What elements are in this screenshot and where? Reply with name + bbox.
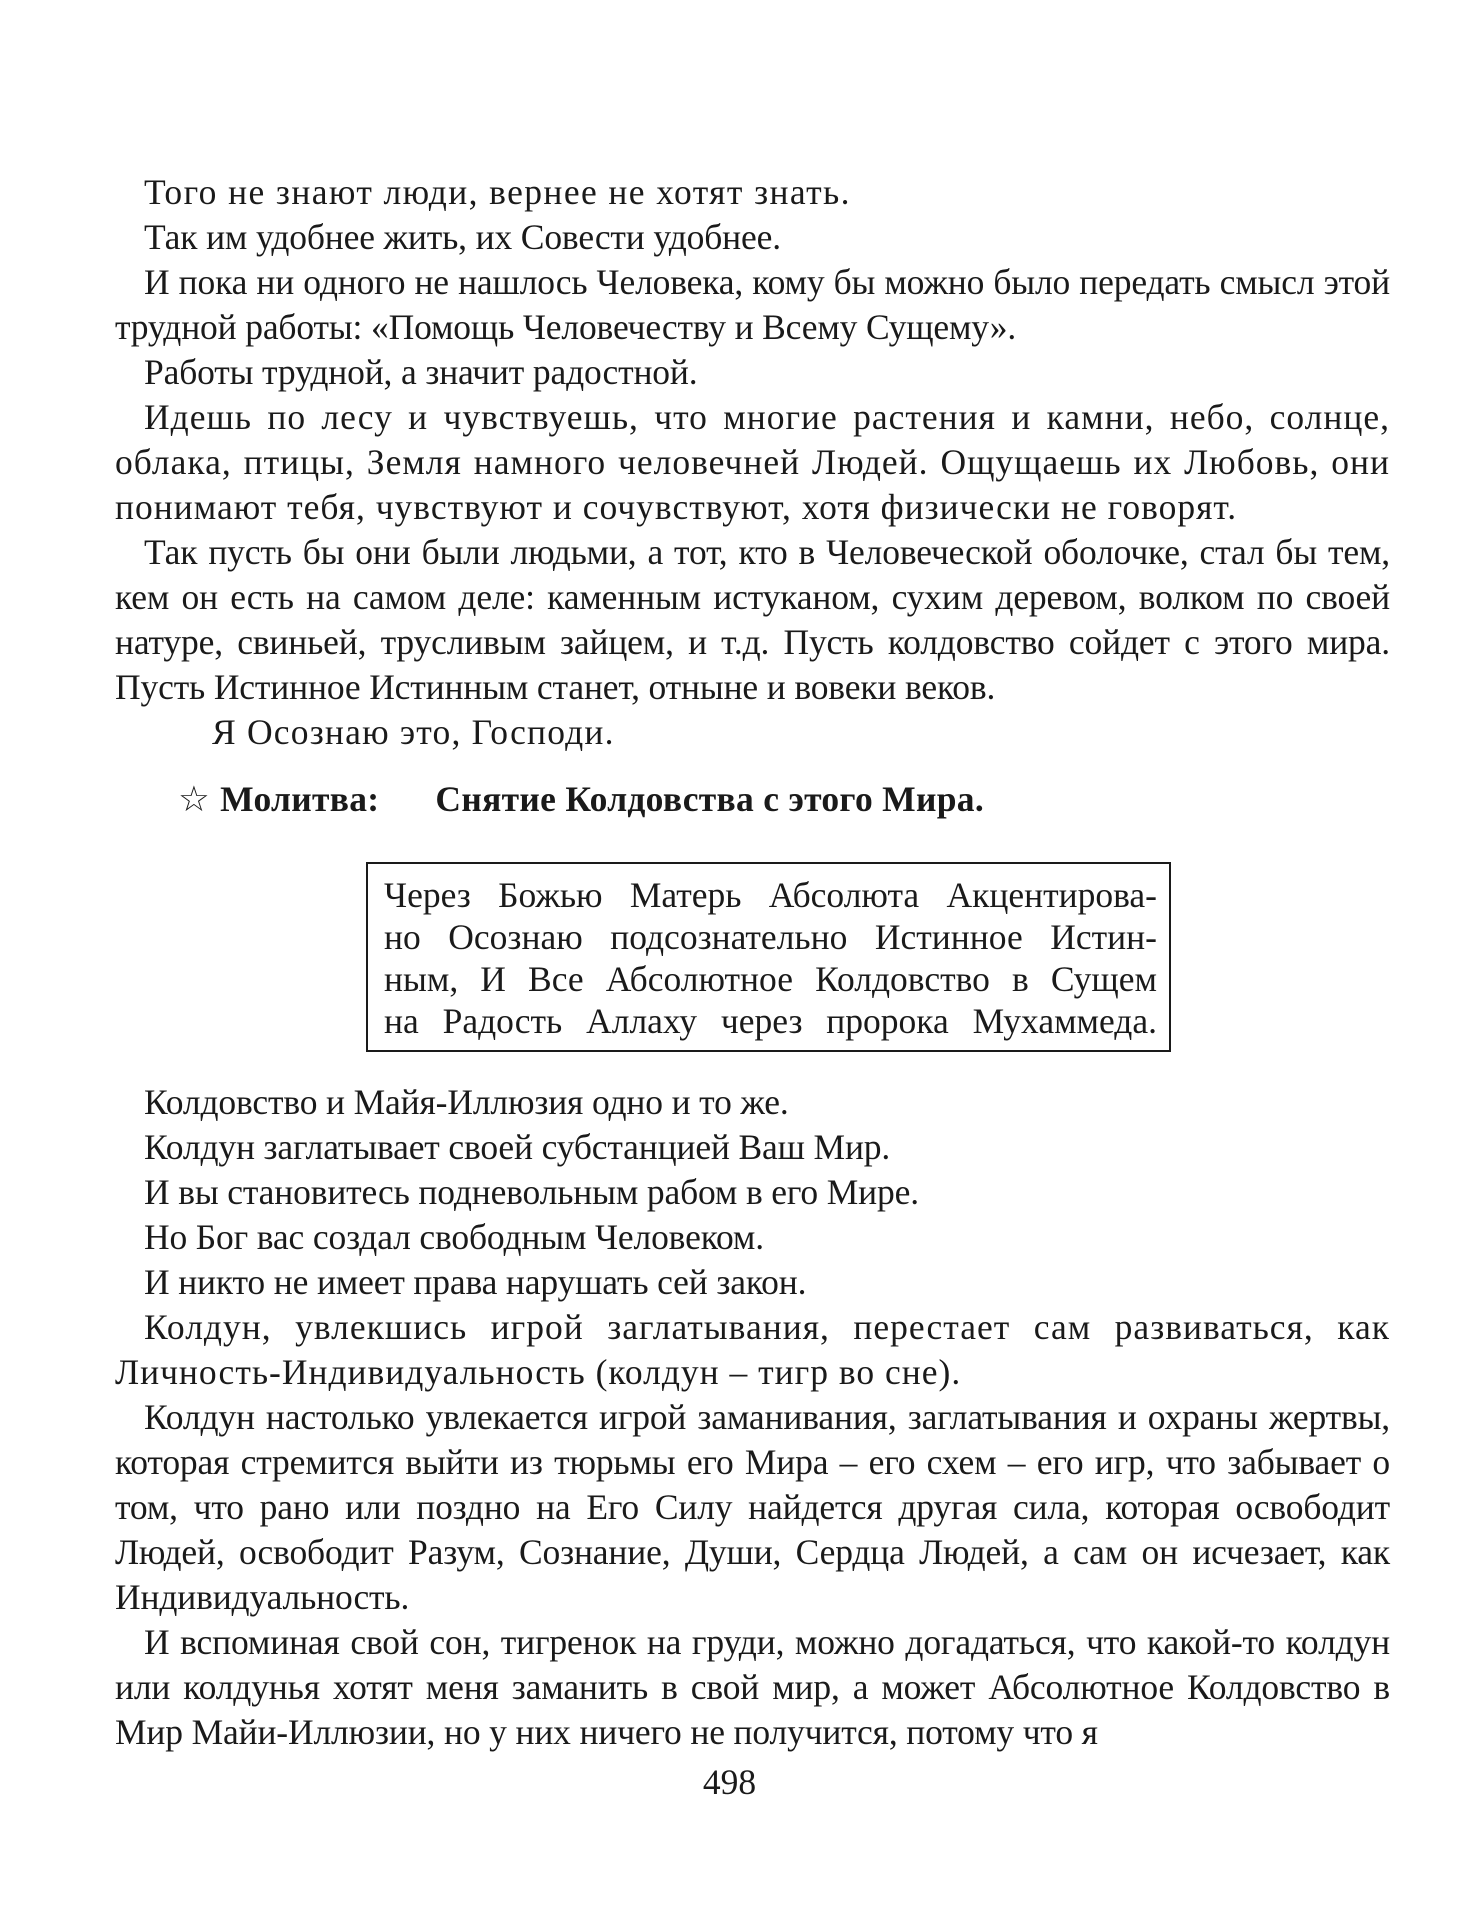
paragraph: И вы становитесь подневольным рабом в его Мире. <box>144 1172 919 1212</box>
prayer-label: Молитва: <box>220 779 380 819</box>
paragraph: Работы трудной, а значит радостной. <box>144 352 698 392</box>
top-text <box>115 170 1390 755</box>
paragraph: Колдовство и Майя-Иллюзия одно и то же. <box>144 1082 789 1122</box>
prayer-line: ным, И Все Абсолютное Колдовство в Сущем <box>384 959 1157 999</box>
prayer-heading <box>178 777 984 822</box>
bottom-text <box>115 1080 1390 1755</box>
paragraph: Того не знают люди, вернее не хотят знать. <box>144 172 851 212</box>
page-number: 498 <box>702 1762 757 1802</box>
paragraph: Я Осознаю это, Господи. <box>212 712 615 752</box>
prayer-box <box>366 862 1171 1052</box>
prayer-line: на Радость Аллаху через пророка Мухаммеда. <box>384 1001 1157 1041</box>
paragraph: Но Бог вас создал свободным Человеком. <box>144 1217 764 1257</box>
paragraph: И никто не имеет права нарушать сей закон. <box>144 1262 807 1302</box>
paragraph: И пока ни одного не нашлось Человека, кому бы можно было передать смысл этой трудной работы: «Помощь Человечеству и Всему Сущему». <box>115 262 1390 347</box>
star-icon: ☆ <box>178 779 211 819</box>
paragraph: Так им удобнее жить, их Совести удобнее. <box>144 217 781 257</box>
paragraph: Идешь по лесу и чувствуешь, что многие растения и камни, небо, солнце, облака, птицы, Земля намного человечней Людей. Ощущаешь их Любовь, они понимают тебя, чувствуют и сочувствуют, хотя физически не говорят. <box>115 397 1390 527</box>
paragraph: Колдун настолько увлекается игрой заманивания, заглатывания и охраны жертвы, которая стремится выйти из тюрьмы его Мира – его схем – его игр, что забывает о том, что рано или поздно на Его Силу найдется другая сила, которая освободит Людей, освободит Разум, Сознание, Души, Сердца Людей, а сам он исчезает, как Индивидуальность. <box>115 1397 1390 1617</box>
paragraph: Колдун заглатывает своей субстанцией Ваш Мир. <box>144 1127 891 1167</box>
paragraph: И вспоминая свой сон, тигренок на груди, можно догадаться, что какой-то колдун или колдунья хотят меня заманить в свой мир, а может Абсолютное Колдовство в Мир Майи-Иллюзии, но у них ничего не получится, потому что я <box>115 1622 1390 1752</box>
prayer-title: Снятие Колдовства с этого Мира. <box>435 779 985 819</box>
paragraph: Колдун, увлекшись игрой заглатывания, перестает сам развиваться, как Личность-Индивидуальность (колдун – тигр во сне). <box>115 1307 1390 1392</box>
prayer-line: но Осознаю подсознательно Истинное Истин- <box>384 917 1157 957</box>
prayer-line: Через Божью Матерь Абсолюта Акцентирова- <box>384 875 1157 915</box>
paragraph: Так пусть бы они были людьми, а тот, кто в Человеческой оболочке, стал бы тем, кем он есть на самом деле: каменным истуканом, сухим деревом, волком по своей натуре, свиньей, трусливым зайцем, и т.д. Пусть колдовство сойдет с этого мира. Пусть Истинное Истинным станет, отныне и вовеки веков. <box>115 532 1390 707</box>
